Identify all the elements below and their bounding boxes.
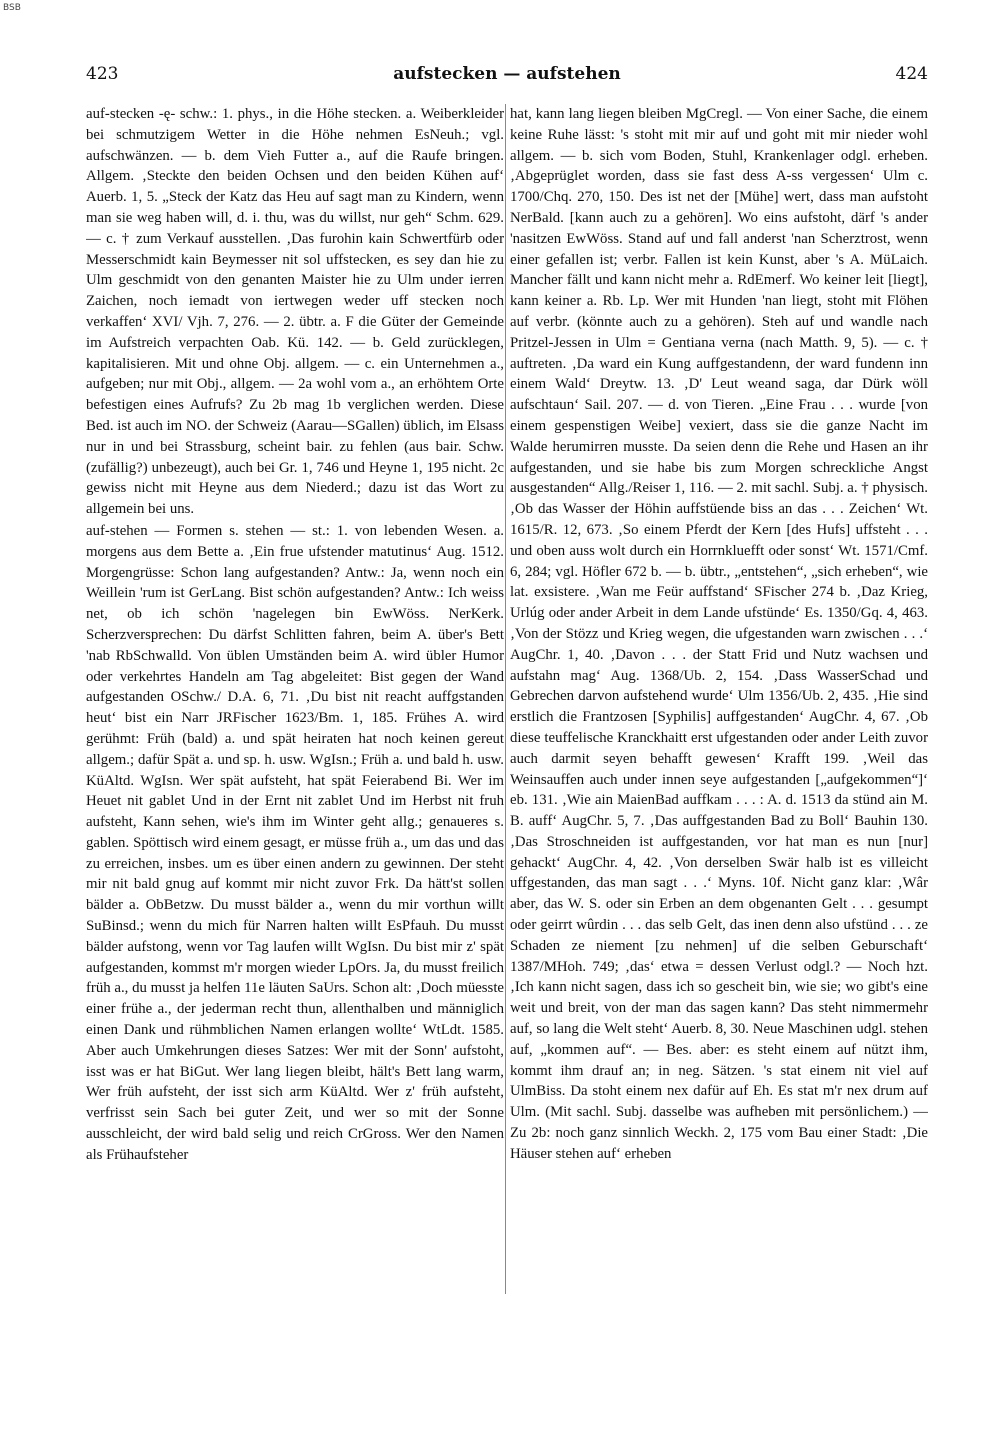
column-divider [505,104,506,1294]
library-stamp: BSB [3,3,21,13]
running-title: aufstecken — aufstehen [393,64,621,84]
page-number-right: 424 [895,64,928,84]
page-header [86,64,928,88]
entry-aufstehen: auf-stehen — Formen s. stehen — st.: 1. von lebenden Wesen. a. morgens aus dem Bette a. ‚Ein frue ufstender matutinus‘ Aug. 1512. Morgengrüsse: Schon lang aufgestanden? Antw.: Ja, wenn noch ein Weillein 'rum ist GerLang. Bist schön aufgestanden? Antw.: Ich weiss net, ob ich schön 'nagelegen bin EwWöss. NerKerk. Scherzversprechen: Du därfst Schlitten fahren, beim A. über's Bett 'nab RbSchwalld. Von üblen Umständen beim A. wird übler Humor oder verkehrtes Handeln am Tag abgeleitet: Bist gegen der Wand aufgestanden OSchw./ D.A. 6, 71. ‚Du bist nit reacht auffgstanden heut‘ bist ein Narr JRFischer 1623/Bm. 1, 185. Frühes A. wird gerühmt: Früh (bald) a. und spät heiraten hat noch keinen gereut allgem.; dafür Spät a. und sp. h. usw. WgIsn.; Früh a. und bald h. usw. KüAltd. WgIsn. Wer spät aufsteht, hat spät Feierabend Bi. Wer im Heuet nit gablet Und in der Ernt nit zablet Und im Herbst nit fruh aufsteht, Kann sehen, wie's ihm im Winter geht allg.; genaueres s. gablen. Spöttisch wird einem gesagt, er müsse früh a., um das und das zu erreichen, insbes. um es über einen andern zu gewinnen. Der steht mir nit bald gnug auf kommt mir nicht zuvor Frk. Da hätt'st sollen bälder a. ObBetzw. Du musst bälder a., wenn du mir vorthun willt SuBinsd.; wenn du mich für Narren halten willt EsPfauh. Du musst bälder aufstong, wenn vor Tag laufen willt WgIsn. Du bist mir z' spät aufgestanden, kommst m'r morgen wieder LpOrs. Ja, du musst freilich früh a., du musst ja helfen 11e läuten SaUrs. Schon alt: ‚Doch müesste einer frühe a., der jederman recht thun, allenthalben und männiglich einen Dank und rühmblichen Namen erlangen wollte‘ WtLdt. 1585. Aber auch Umkehrungen dieses Satzes: Wer mit der Sonn' aufstoht, isst was er hat BiGut. Wer lang liegen bleibt, hält's Bett lang warm, Wer früh aufsteht, der isst sich arm KüAltd. Wer z' früh aufsteht, verfrisst sein Sach bei guter Zeit, und wer so mit der Sonne ausschleicht, der wird bald selig und reich CrGross. Wer den Namen als Frühaufsteher [86,522,504,1163]
left-column [86,104,504,1414]
right-column [510,104,928,1414]
page-number-left: 423 [86,64,119,84]
entry-aufstecken: auf-stecken -ę- schw.: 1. phys., in die Höhe stecken. a. Weiberkleider bei schmutzigem Wetter in die Höhe nehmen EsNeuh.; vgl. aufschwänzen. — b. dem Vieh Futter a., auf die Raufe bringen. Allgem. ‚Steckte den beiden Ochsen und den beiden Kühen auf‘ Auerb. 1, 5. „Steck der Katz das Heu auf sagt man zu Kindern, wenn man sie weg haben will, d. i. thu, was du willst, nur geh“ Schm. 629. — c. † zum Verkauf ausstellen. ‚Das furohin kain Schwertfürb oder Messerschmidt kain Beymesser nit sol uffstecken, es sey dan hie zu Ulm geschmidt von den genanten Maister hie zu Ulm under ierren Zaichen, noch iemadt von iertwegen weder uff stecken noch verkaffen‘ XVI/ Vjh. 7, 276. — 2. übtr. a. F die Güter der Gemeinde im Aufstreich verpachten Oab. Kü. 142. — b. Geld zurücklegen, kapitalisieren. Mit und ohne Obj. allgem. — c. ein Unternehmen a., aufgeben; nur mit Obj., allgem. — 2a wohl vom a., an erhöhtem Orte befestigen eines Aufrufs? Zu 2b mag 1b verglichen werden. Diese Bed. ist auch im NO. der Schweiz (Aarau—SGallen) üblich, im Elsass nur in und bei Strassburg, scheint bair. zu fehlen (aus bair. Schw. (zufällig?) unbezeugt), auch bei Gr. 1, 746 und Heyne 1, 195 nicht. 2c gewiss nicht mit Heyne aus dem Niederd.; dazu ist das Wort zu allgemein bei uns. [86,106,504,518]
entry-aufstehen-continued: hat, kann lang liegen bleiben MgCregl. — Von einer Sache, die einem keine Ruhe lässt: 's stoht mit mir auf und goht mit mir nieder wohl allgem. — b. sich vom Boden, Stuhl, Krankenlager odgl. erheben. ‚Abgeprüglet worden, dass sie fast dess A-ss vergessen‘ Ulm c. 1700/Chq. 270, 150. Des ist net der [Mühe] wert, dass man aufstoht NerBald. [kann auch zu a gehören]. Wo eins aufstoht, därf 's ander 'nasitzen EwWöss. Stand auf und fall anderst 'nan Scherztrost, wenn einer gefallen ist; verbr. Fallen ist kein Kunst, aber 's A. MüLaich. Mancher fällt und kann nicht mehr a. RdEmerf. Wo keiner leit [liegt], kann keiner a. Rb. Lp. Wer mit Hunden 'nan liegt, stoht mit Flöhen auf verbr. (könnte auch zu a gehören). Steh auf und wandle nach Pritzel-Jessen in Ulm = Gentiana verna (nach Matth. 9, 5). — c. † auftreten. ‚Da ward ein Kung auffgestandenn, der ward fundenn inn einem Wald‘ Dreytw. 13. ‚D' Leut weand saga, dar Dürk wöll aufschtaun‘ Sail. 207. — d. von Tieren. „Eine Frau . . . wurde [von einem gespenstigen Weibe] vexiert, dass sie die ganze Nacht im Walde herumirren musste. Da seien denn die Rehe und Hasen an ihr aufgestanden, und sie habe bis zum Morgen schreckliche Angst ausgestanden“ Allg./Reiser 1, 116. — 2. mit sachl. Subj. a. † physisch. ‚Ob das Wasser der Höhin auffstüende biss an das . . . Zeichen‘ Wt. 1615/R. 12, 673. ‚So einem Pferdt der Kern [des Hufs] uffsteht . . . und oben auss wolt durch ein Horrnkluefft oder sonst‘ Wt. 1571/Cmf. 6, 284; vgl. Höfler 672 b. — b. übtr., „entstehen“, „sich erheben“, wie lat. exsistere. ‚Wan me Feür auffstand‘ SFischer 274 b. ‚Daz Krieg, Urlúg oder ander Arbeit in dem Lande ufstünde‘ Es. 1350/Gq. 4, 463. ‚Von der Stözz und Krieg wegen, die ufgestanden warn zwischen . . .‘ AugChr. 1, 40. ‚Davon . . . der Statt Frid und Nutz wachsen und aufstahn mag‘ Aug. 1368/Ub. 2, 154. ‚Dass WasserSchad und Gebrechen darvon aufstehend wurde‘ Ulm 1356/Ub. 2, 435. ‚Hie sind erstlich die Frantzosen [Syphilis] auffgestanden‘ AugChr. 4, 67. ‚Ob diese teuffelische Kranckhaitt erst ufgestanden oder ander Leith zuvor auch darmit seyen behafft gewesen‘ Krafft 199. ‚Weil das Weinsauffen auch under innen seye aufgestanden [„aufgekommen“]‘ eb. 131. ‚Wie ain MaienBad auffkam . . . : A. d. 1513 da stünd ain M. B. auff‘ AugChr. 5, 7. ‚Das auffgestanden Bad zu Boll‘ Bauhin 130. ‚Das Stroschneiden ist auffgestanden, vor hat man es nun [nur] gehackt‘ AugChr. 4, 42. ‚Von derselben Swär halb ist es villeicht uffgestanden, das man sagt . . .‘ Myns. 10f. Nicht ganz klar: ‚Wâr aber, das W. S. oder sin Erben an dem obgenanten Gelt . . . gesumpt oder geirrt wûrdin . . . das selb Gelt, das inen denn also ufstünd . . . ze Schaden ze niement [zu nehmen] uf die selben Geburschaft‘ 1387/MHoh. 749; ‚das‘ etwa = dessen Verlust odgl.? — Noch hzt. ‚Ich kann nicht sagen, dass ich so gescheit bin, wie sie; wo gibt's eine weit und breit, von der man das sagen kann? Das steht nimmermehr auf, so lang die Welt steht‘ Auerb. 8, 30. Neue Maschinen udgl. stehen auf, „kommen auf“. — Bes. aber: es steht einem auf nützt ihm, kommt ihm drauf an; in neg. Sätzen. 's stat einem nit viel auf UlmBiss. Da stoht einem nex dafür auf Eh. Es stat m'r nex drum auf Ulm. (Mit sachl. Subj. dasselbe was aufheben mit persönlichem.) — Zu 2b: noch ganz sinnlich Weckh. 2, 175 vom Bau einer Stadt: ‚Die Häuser stehen auf‘ erheben [510,106,928,1162]
